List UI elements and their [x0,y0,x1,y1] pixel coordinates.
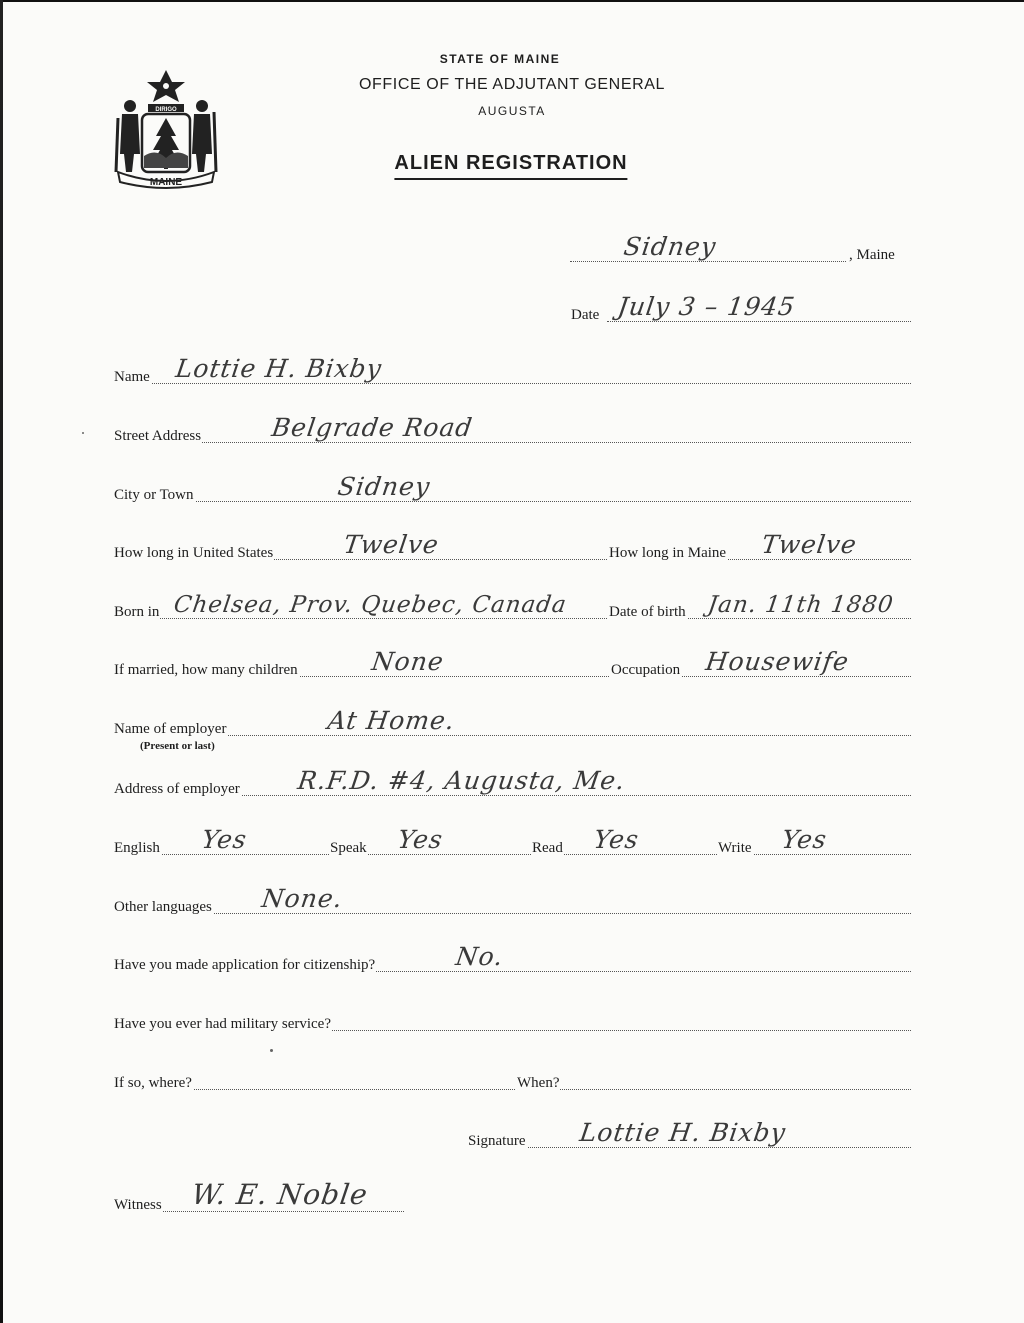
seal-motto-text: DIRIGO [155,107,177,113]
scan-speck [270,1049,273,1052]
where-when-row [0,1058,1024,1098]
military-row [0,999,1024,1039]
signature-row [0,1116,1024,1156]
language-skills-row [0,823,1024,863]
us-duration-value[interactable]: Twelve [341,530,441,559]
language-skills-line [114,854,911,855]
born-in-label: Born in [114,604,160,620]
street-line [114,442,911,443]
city-row [0,470,1024,510]
where-when-line [114,1089,911,1090]
other-languages-value[interactable]: None. [259,884,345,913]
name-row [0,352,1024,392]
scan-top-edge [0,0,1024,2]
dob-value[interactable]: Jan. 11th 1880 [706,592,896,618]
signature-value[interactable]: Lottie H. Bixby [577,1118,788,1147]
read-value[interactable]: Yes [591,825,642,854]
occupation-label: Occupation [611,662,681,678]
born-in-value[interactable]: Chelsea, Prov. Quebec, Canada [172,592,569,618]
english-value[interactable]: Yes [199,825,250,854]
maine-duration-label: How long in Maine [609,545,727,561]
birth-row [0,587,1024,627]
military-label: Have you ever had military service? [114,1016,331,1032]
where-label: If so, where? [114,1075,192,1091]
seal-banner-text: MAINE [149,177,183,188]
other-languages-row [0,882,1024,922]
employer-line [114,735,911,736]
signature-line [468,1147,911,1148]
citizenship-label: Have you made application for citizenship? [114,957,376,973]
date-value[interactable]: July 3 – 1945 [615,292,798,321]
location-row [0,230,1024,270]
other-languages-line [114,913,911,914]
name-label: Name [114,369,150,385]
english-label: English [114,840,160,856]
date-line [607,321,911,322]
employer-address-row [0,764,1024,804]
employer-value[interactable]: At Home. [325,706,457,735]
name-value[interactable]: Lottie H. Bixby [173,354,384,383]
city-value[interactable]: Sidney [335,472,433,501]
citizenship-value[interactable]: No. [453,942,506,971]
employer-label: Name of employer [114,721,227,737]
signature-label: Signature [468,1133,526,1149]
children-value[interactable]: None [369,647,446,676]
employer-address-value[interactable]: R.F.D. #4, Augusta, Me. [295,766,628,795]
write-label: Write [718,840,752,856]
street-label: Street Address [114,428,202,444]
write-value[interactable]: Yes [779,825,830,854]
street-value[interactable]: Belgrade Road [269,413,475,442]
us-duration-label: How long in United States [114,545,274,561]
date-row [0,290,1024,330]
when-label: When? [517,1075,560,1091]
location-suffix-label: , Maine [849,247,895,263]
location-line [570,261,846,262]
duration-row [0,528,1024,568]
date-label: Date [571,307,600,323]
occupation-value[interactable]: Housewife [703,647,852,676]
citizenship-row [0,940,1024,980]
witness-row [0,1180,1024,1220]
dob-label: Date of birth [609,604,686,620]
name-line [114,383,911,384]
employer-row [0,704,1024,752]
other-languages-label: Other languages [114,899,212,915]
location-value[interactable]: Sidney [621,232,719,261]
city-label: City or Town [114,487,194,503]
street-row [0,411,1024,451]
children-row [0,645,1024,685]
maine-state-seal-icon [112,68,220,192]
employer-sublabel: (Present or last) [140,740,215,752]
speak-value[interactable]: Yes [395,825,446,854]
read-label: Read [532,840,563,856]
witness-label: Witness [114,1197,162,1213]
maine-duration-value[interactable]: Twelve [759,530,859,559]
speak-label: Speak [330,840,367,856]
city-line [114,501,911,502]
scan-speck [82,432,84,434]
employer-address-label: Address of employer [114,781,240,797]
birth-line [114,618,911,619]
witness-value[interactable]: W. E. Noble [189,1178,371,1211]
children-label: If married, how many children [114,662,298,678]
